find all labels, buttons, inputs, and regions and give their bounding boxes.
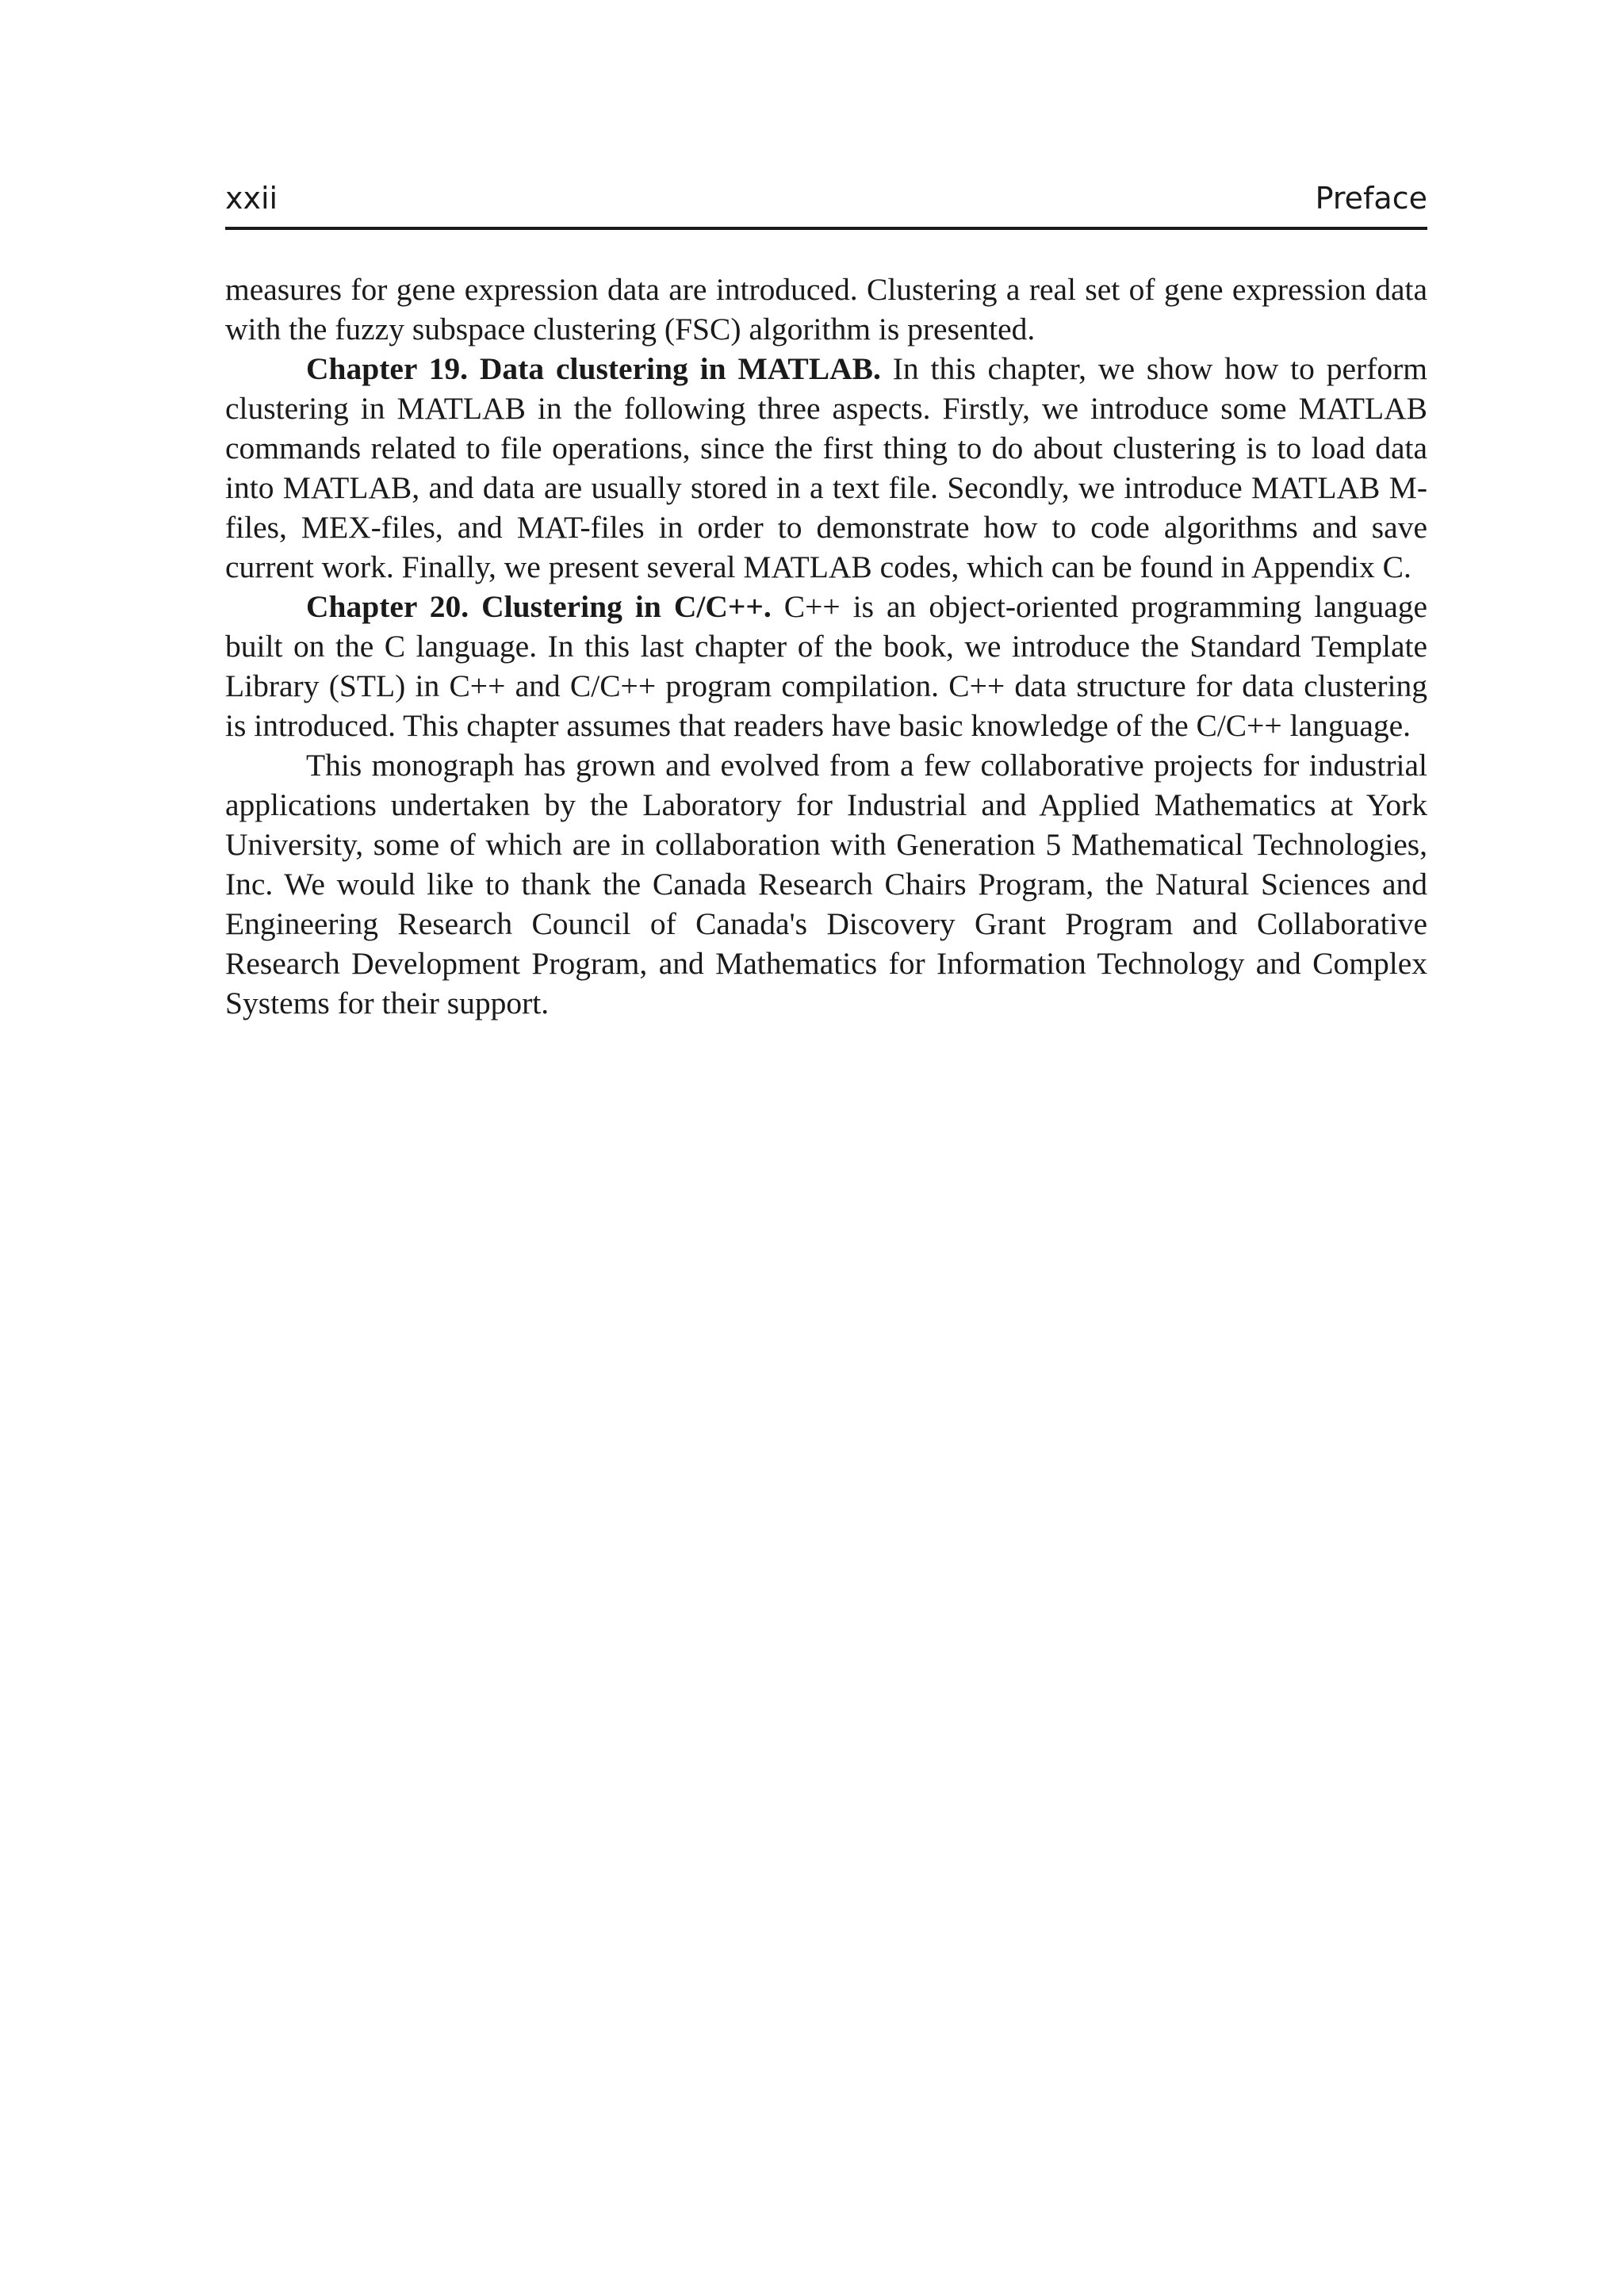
paragraph-text: measures for gene expression data are introduced. Clustering a real set of gene expression data with the fuzzy subspace clustering (FSC) algorithm is presented. (225, 272, 1427, 347)
chapter-heading: Chapter 19. Data clustering in MATLAB. (306, 351, 881, 386)
paragraph-text: C++ is an object-oriented programming language built on the C language. In this last chapter of the book, we introduce the Standard Template Library (STL) in C++ and C/C++ program compilation. C++ data structure for data clustering is introduced. This chapter assumes that readers have basic knowledge of the C/C++ language. (225, 589, 1428, 743)
paragraph-text: In this chapter, we show how to perform clustering in MATLAB in the following three aspects. Firstly, we introduce some MATLAB commands related to file operations, since the first thing to do about clustering is to load data into MATLAB, and data are usually stored in a text file. Secondly, we introduce MATLAB M-files, MEX-files, and MAT-files in order to demonstrate how to code algorithms and save current work. Finally, we present several MATLAB codes, which can be found in Appendix C. (225, 351, 1427, 584)
body-text (225, 270, 1427, 1023)
paragraph-chapter-19 (225, 349, 1427, 587)
paragraph-acknowledgments (225, 745, 1427, 1023)
paragraph-chapter-20 (225, 587, 1427, 745)
running-head (225, 176, 1427, 230)
page-number: xxii (225, 181, 278, 216)
chapter-heading: Chapter 20. Clustering in C/C++. (306, 589, 772, 624)
paragraph-text: This monograph has grown and evolved from a few collaborative projects for industrial applications undertaken by the Laboratory for Industrial and Applied Mathematics at York University, some of which are in collaboration with Generation 5 Mathematical Technologies, Inc. We would like to thank the Canada Research Chairs Program, the Natural Sciences and Engineering Research Council of Canada's Discovery Grant Program and Collaborative Research Development Program, and Mathematics for Information Technology and Complex Systems for their support. (225, 748, 1427, 1020)
paragraph-continuation (225, 270, 1427, 349)
section-title: Preface (1315, 181, 1427, 216)
